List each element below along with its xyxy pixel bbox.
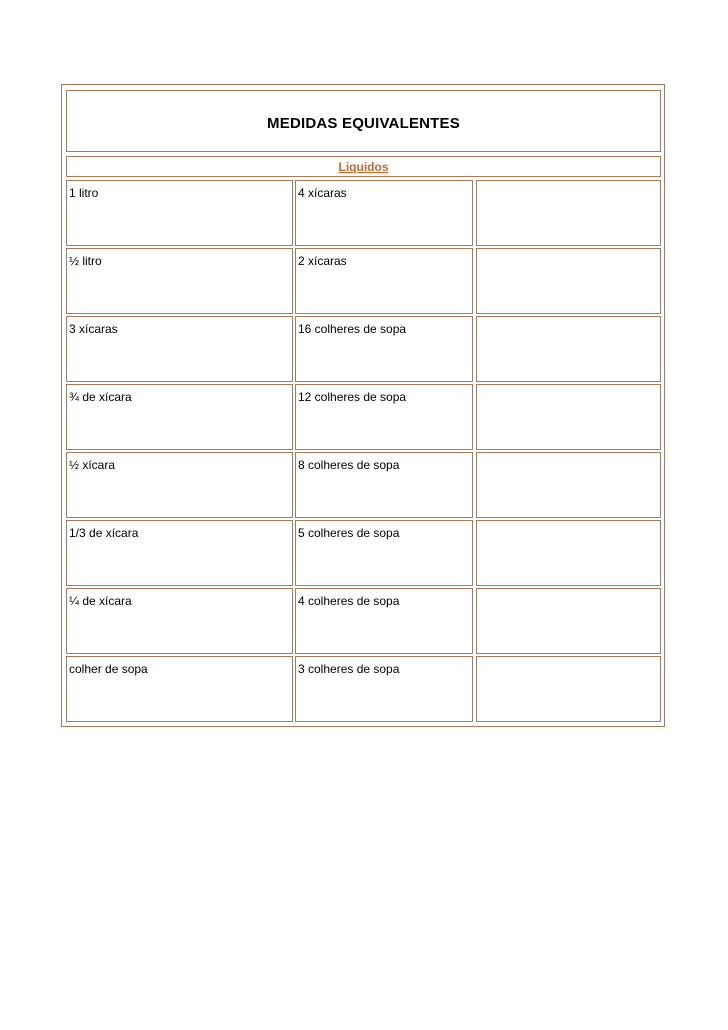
measure-text: 3 xícaras xyxy=(69,322,118,336)
table-row-4-equivalent-cell xyxy=(295,384,473,450)
table-row-5-extra-cell xyxy=(476,452,661,518)
measure-text: 1 litro xyxy=(69,186,99,200)
table-row-3-measure-cell xyxy=(66,316,293,382)
measure-text: ¼ de xícara xyxy=(69,594,132,608)
equivalent-text: 4 colheres de sopa xyxy=(298,594,400,608)
table-row-7-equivalent-cell xyxy=(295,588,473,654)
table-row-1-equivalent-cell xyxy=(295,180,473,246)
table-row-5-measure-cell xyxy=(66,452,293,518)
table-row-8-equivalent-cell xyxy=(295,656,473,722)
equivalent-text: 5 colheres de sopa xyxy=(298,526,400,540)
table-row-8-extra-cell xyxy=(476,656,661,722)
table-row-1-extra-cell xyxy=(476,180,661,246)
section-heading-liquidos: Liquidos xyxy=(338,160,389,174)
table-row-1-measure-cell xyxy=(66,180,293,246)
measure-text: ½ litro xyxy=(69,254,102,268)
equivalent-text: 12 colheres de sopa xyxy=(298,390,407,404)
table-row-2-extra-cell xyxy=(476,248,661,314)
measure-text: ¾ de xícara xyxy=(69,390,132,404)
table-row-3-extra-cell xyxy=(476,316,661,382)
title-cell xyxy=(66,90,661,152)
equivalent-text: 16 colheres de sopa xyxy=(298,322,407,336)
table-row-2-equivalent-cell xyxy=(295,248,473,314)
section-heading-cell xyxy=(66,156,661,177)
equivalent-text: 3 colheres de sopa xyxy=(298,662,400,676)
table-row-8-measure-cell xyxy=(66,656,293,722)
table-row-6-measure-cell xyxy=(66,520,293,586)
table-row-4-measure-cell xyxy=(66,384,293,450)
equivalent-text: 4 xícaras xyxy=(298,186,347,200)
table-row-4-extra-cell xyxy=(476,384,661,450)
document-title: MEDIDAS EQUIVALENTES xyxy=(267,115,460,132)
measure-text: 1/3 de xícara xyxy=(69,526,139,540)
table-row-2-measure-cell xyxy=(66,248,293,314)
table-row-5-equivalent-cell xyxy=(295,452,473,518)
equivalent-text: 2 xícaras xyxy=(298,254,347,268)
table-row-6-equivalent-cell xyxy=(295,520,473,586)
table-row-7-measure-cell xyxy=(66,588,293,654)
equivalent-text: 8 colheres de sopa xyxy=(298,458,400,472)
table-row-6-extra-cell xyxy=(476,520,661,586)
table-row-7-extra-cell xyxy=(476,588,661,654)
measure-text: colher de sopa xyxy=(69,662,148,676)
measure-text: ½ xícara xyxy=(69,458,116,472)
table-row-3-equivalent-cell xyxy=(295,316,473,382)
